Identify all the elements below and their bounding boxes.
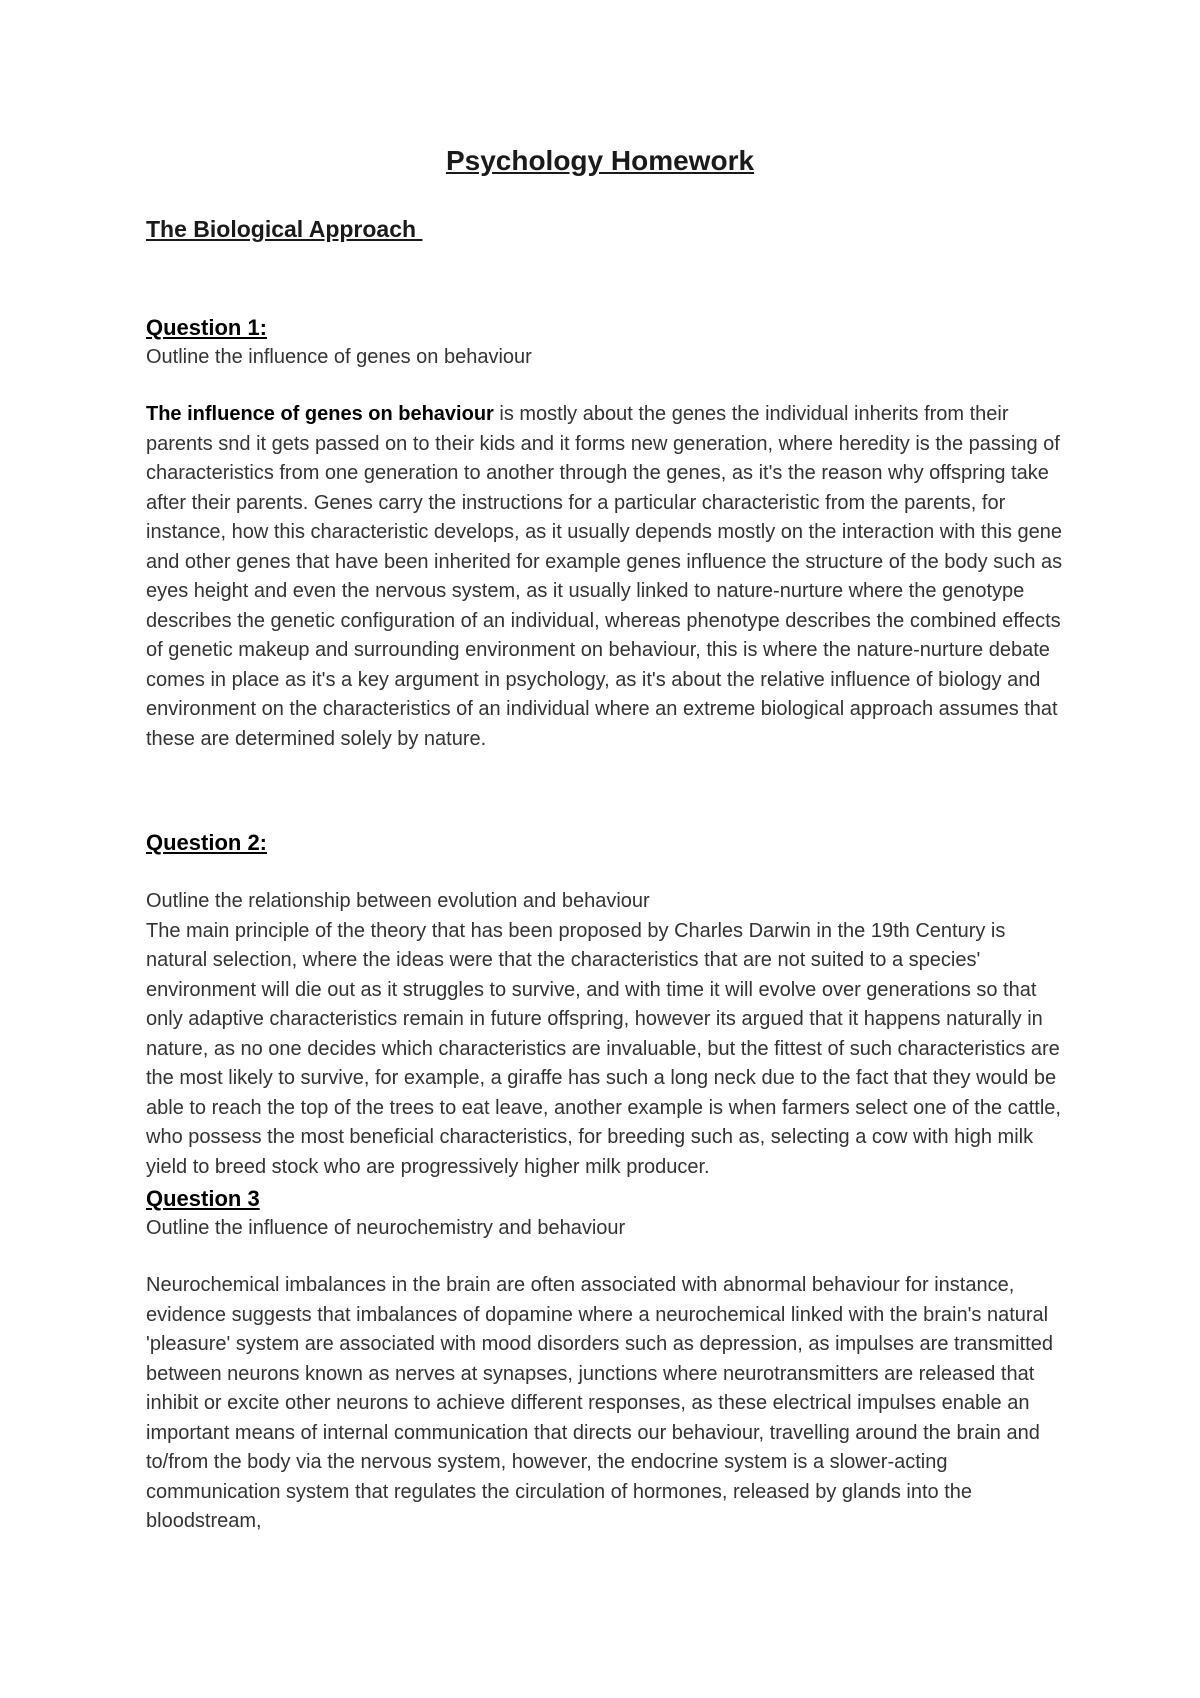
- question-1-answer: [146, 400, 1066, 754]
- question-1-answer-block: [146, 400, 1066, 754]
- question-3-header: [146, 1184, 1066, 1244]
- question-3-answer-block: [146, 1271, 1066, 1537]
- question-1-header: [146, 313, 1066, 373]
- question-3-answer: Neurochemical imbalances in the brain are often associated with abnormal behaviour for instance, evidence suggests that imbalances of dopamine where a neurochemical linked with the brain's natural 'pleasure' system are associated with mood disorders such as depression, as impulses are transmitted between neurons known as nerves at synapses, junctions where neurotransmitters are released that inhibit or excite other neurons to achieve different responses, as these electrical impulses enable an important means of internal communication that directs our behaviour, travelling around the brain and to/from the body via the nervous system, however, the endocrine system is a slower-acting communication system that regulates the circulation of hormones, released by glands into the bloodstream,: [146, 1274, 1053, 1532]
- question-2-answer: The main principle of the theory that has been proposed by Charles Darwin in the 19th Century is natural selection, where the ideas were that the characteristics that are not suited to a species' environment will die out as it struggles to survive, and with time it will evolve over generations so that only adaptive characteristics remain in future offspring, however its argued that it happens naturally in nature, as no one decides which characteristics are invaluable, but the fittest of such characteristics are the most likely to survive, for example, a giraffe has such a long neck due to the fact that they would be able to reach the top of the trees to eat leave, another example is when farmers select one of the cattle, who possess the most beneficial characteristics, for breeding such as, selecting a cow with high milk yield to breed stock who are progressively higher milk producer.: [146, 919, 1061, 1178]
- question-2-heading: Question 2:: [146, 830, 268, 855]
- question-2-answer-block: [146, 887, 1066, 1182]
- question-1-answer-lead: The influence of genes on behaviour: [146, 403, 494, 425]
- question-1-prompt: Outline the influence of genes on behaviour: [146, 346, 532, 368]
- question-3-prompt: Outline the influence of neurochemistry and behaviour: [146, 1217, 626, 1239]
- question-1-answer-text: is mostly about the genes the individual inherits from their parents snd it gets passed on to their kids and it forms new generation, where heredity is the passing of characteristics from one generation to another through the genes, as it's the reason why offspring take after their parents. Genes carry the instructions for a particular characteristic from the parents, for instance, how this characteristic develops, as it usually depends mostly on the interaction with this gene and other genes that have been inherited for example genes influence the structure of the body such as eyes height and even the nervous system, as it usually linked to nature-nurture where the genotype describes the genetic configuration of an individual, whereas phenotype describes the combined effects of genetic makeup and surrounding environment on behaviour, this is where the nature-nurture debate comes in place as it's a key argument in psychology, as it's about the relative influence of biology and environment on the characteristics of an individual where an extreme biological approach assumes that these are determined solely by nature.: [146, 403, 1063, 750]
- question-2-prompt: Outline the relationship between evolution and behaviour: [146, 890, 650, 912]
- question-1-heading: Question 1:: [146, 315, 268, 340]
- section-title: The Biological Approach: [146, 216, 423, 242]
- document-title: Psychology Homework: [445, 145, 755, 176]
- question-2-header: [146, 828, 1066, 858]
- question-3-heading: Question 3: [146, 1186, 260, 1211]
